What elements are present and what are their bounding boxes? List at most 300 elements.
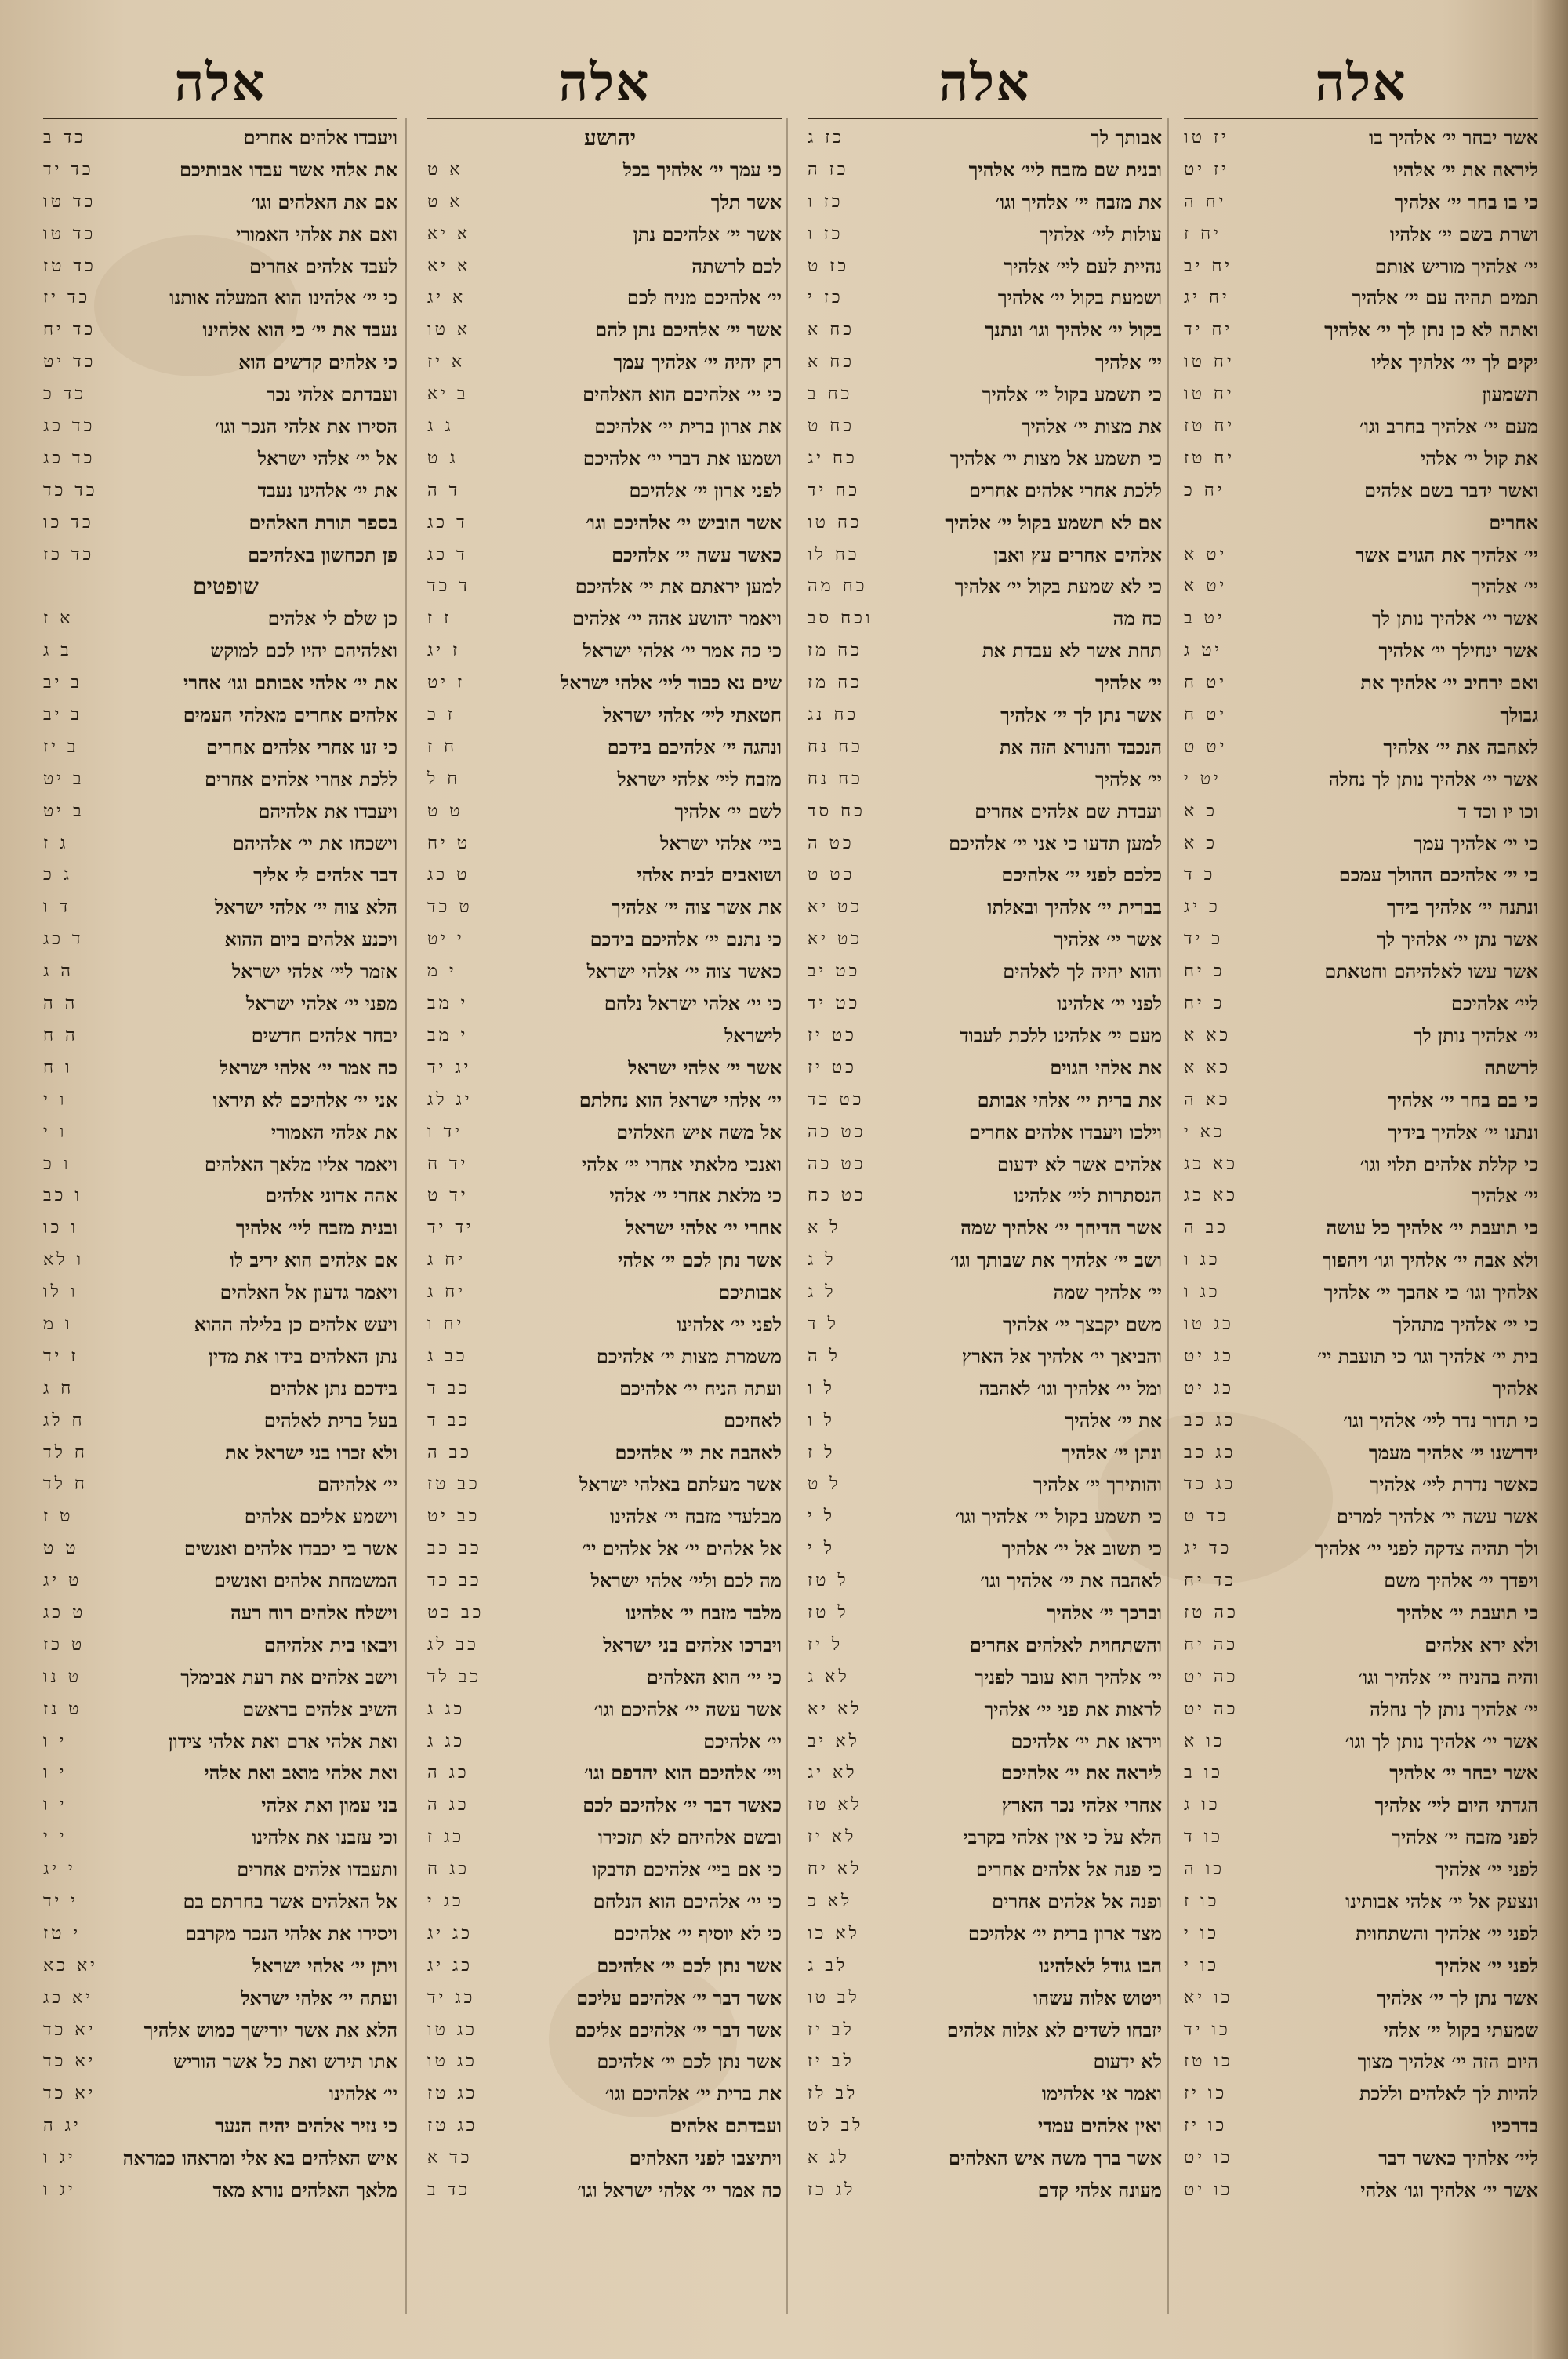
verse-reference: כו ב xyxy=(1184,1763,1223,1783)
concordance-entry xyxy=(43,251,397,283)
verse-reference: יג ו xyxy=(43,2148,76,2168)
verse-reference: ט כג xyxy=(427,865,470,885)
concordance-entry xyxy=(43,1373,397,1405)
verse-reference: יד ח xyxy=(427,1154,469,1174)
entry-text: ואת אלהי מואב ואת אלהי xyxy=(204,1761,397,1785)
entry-text: בית יי׳ אלהיך וגו׳ כי תועבת יי׳ xyxy=(1317,1344,1538,1368)
concordance-entry xyxy=(808,507,1162,540)
entry-text: כלכם לפני יי׳ אלהיכם xyxy=(1001,863,1162,887)
concordance-entry xyxy=(43,2175,397,2207)
entry-text: וישב אלהים את רעת אבימלך xyxy=(180,1665,397,1688)
verse-reference: ט ז xyxy=(43,1507,74,1527)
concordance-entry xyxy=(43,860,397,892)
entry-text: אשר יי׳ אלהיך נותן לך נחלה xyxy=(1328,767,1538,791)
verse-reference: כב טז xyxy=(427,1474,481,1495)
verse-reference: ל ג xyxy=(808,1250,837,1270)
entry-text: יי׳ אלהיך שמה xyxy=(1053,1281,1162,1304)
concordance-entry xyxy=(1184,1565,1538,1598)
entry-text: יי׳ אלהיך xyxy=(1094,767,1162,791)
concordance-entry xyxy=(1184,1533,1538,1565)
entry-text: ליראה את יי׳ אלהיו xyxy=(1393,158,1538,181)
verse-reference: י יד xyxy=(43,1891,79,1911)
verse-reference: יח כ xyxy=(1184,480,1225,500)
concordance-entry xyxy=(1184,1598,1538,1630)
concordance-entry xyxy=(43,956,397,988)
verse-reference: ו מ xyxy=(43,1314,73,1334)
entry-text: הסירו את אלהי הנכר וגו׳ xyxy=(215,415,397,438)
entry-text: ועבדתם אלהי נכר xyxy=(266,383,397,406)
entry-text: ויאמר גדעון אל האלהים xyxy=(220,1281,397,1304)
concordance-entry xyxy=(43,1918,397,1950)
concordance-entry xyxy=(427,860,782,892)
verse-reference: ג ט xyxy=(427,448,459,468)
verse-reference: לא ג xyxy=(808,1667,850,1687)
concordance-entry xyxy=(808,732,1162,764)
concordance-entry xyxy=(43,2078,397,2110)
entry-text: כאשר נדרת ליי׳ אלהיך xyxy=(1370,1473,1538,1496)
entry-text: אשר נתן לכם יי׳ אלהיכם xyxy=(597,1954,782,1977)
verse-reference: כג יג xyxy=(427,1955,474,1976)
verse-reference: כג כד xyxy=(1184,1474,1236,1495)
verse-reference: כח ט xyxy=(808,416,855,437)
concordance-column-2 xyxy=(808,47,1162,2321)
entry-text: תמים תהיה עם יי׳ אלהיך xyxy=(1352,286,1538,310)
entry-text: כי בו בחר יי׳ אלהיך xyxy=(1394,190,1538,213)
entry-text: כאשר דבר יי׳ אלהיכם לכם xyxy=(583,1794,782,1817)
verse-reference: כו י xyxy=(1184,1923,1220,1943)
verse-reference: י ו xyxy=(43,1731,67,1751)
concordance-entry xyxy=(43,892,397,924)
concordance-entry xyxy=(427,667,782,700)
entry-text: ויברכו אלהים בני ישראל xyxy=(603,1633,782,1656)
entry-text: כי יי׳ אלהיך עמך xyxy=(1413,831,1538,855)
entry-text: אל האלהים אשר בחרתם בם xyxy=(183,1889,397,1913)
concordance-entry xyxy=(43,1630,397,1662)
entry-text: הלא על כי אין אלהי בקרבי xyxy=(963,1826,1162,1849)
entry-text: את יי׳ אלהיך xyxy=(1065,1408,1162,1432)
concordance-entry xyxy=(427,1726,782,1758)
verse-reference: כו יז xyxy=(1184,2084,1228,2104)
verse-reference: ט ט xyxy=(427,801,463,821)
concordance-entry xyxy=(808,603,1162,635)
entry-text: את קול יי׳ אלהי xyxy=(1420,446,1538,470)
entry-text: אשר תלך xyxy=(710,190,782,213)
entry-text: המשמחת אלהים ואנשים xyxy=(213,1569,397,1593)
concordance-entry xyxy=(1184,1757,1538,1790)
verse-reference: יא כג xyxy=(43,1987,93,2008)
verse-reference: ל ז xyxy=(808,1442,836,1463)
concordance-entry xyxy=(43,828,397,860)
concordance-entry xyxy=(808,411,1162,443)
verse-reference: יח ז xyxy=(1184,224,1221,244)
verse-reference: לב יז xyxy=(808,2019,855,2040)
entry-text: אזמר ליי׳ אלהי ישראל xyxy=(232,960,397,983)
concordance-entry xyxy=(808,1309,1162,1341)
concordance-entry xyxy=(808,1918,1162,1950)
entry-text: כי אלהים קדשים הוא xyxy=(238,351,397,374)
verse-reference: יח ו xyxy=(427,1314,465,1334)
verse-reference: ה ה xyxy=(43,994,78,1014)
verse-reference: ז יט xyxy=(427,673,466,693)
concordance-entry xyxy=(427,700,782,732)
entry-text: כי תשמע אל מצות יי׳ אלהיך xyxy=(949,446,1162,470)
entry-text: ביי׳ אלהי ישראל xyxy=(660,831,782,855)
verse-reference: יט ח xyxy=(1184,705,1228,725)
concordance-entry xyxy=(427,1212,782,1245)
verse-reference: יט ט xyxy=(1184,736,1228,757)
entry-text: כה אמר יי׳ אלהי ישראל וגו׳ xyxy=(576,2179,782,2201)
concordance-entry xyxy=(43,1950,397,1983)
verse-reference: כו יז xyxy=(1184,2116,1228,2136)
entry-text: אשר ינחילך יי׳ אלהיך xyxy=(1378,639,1538,663)
concordance-entry xyxy=(808,1501,1162,1533)
entry-text: לכם לרשתה xyxy=(691,254,782,278)
entry-text: וישכחו את יי׳ אלהיהם xyxy=(232,831,397,855)
verse-reference: א ז xyxy=(43,609,74,629)
concordance-entry xyxy=(427,1662,782,1694)
entry-text: נעבד את יי׳ כי הוא אלהינו xyxy=(202,318,397,342)
concordance-entry xyxy=(808,187,1162,219)
verse-reference: כב לד xyxy=(427,1667,482,1687)
entry-text: וכו יו וכד ד xyxy=(1457,799,1538,823)
verse-reference: כז ה xyxy=(808,159,849,180)
concordance-entry xyxy=(808,2046,1162,2078)
entry-text: בברית יי׳ אלהיך ובאלתו xyxy=(987,896,1162,919)
entry-text: לפני יי׳ אלהיך xyxy=(1435,1954,1538,1977)
concordance-entry xyxy=(808,828,1162,860)
entry-text: אשר נתן לך יי׳ אלהיך xyxy=(1377,1986,1538,2009)
concordance-entry xyxy=(427,1373,782,1405)
verse-reference: כט יז xyxy=(808,1057,857,1078)
entry-text: אשר עשו לאלהיהם וחטאתם xyxy=(1324,960,1538,983)
entry-text: והביאך יי׳ אלהיך אל הארץ xyxy=(961,1344,1162,1368)
verse-reference: כו א xyxy=(1184,1731,1225,1751)
entry-text: כי נתנם יי׳ אלהיכם בידכם xyxy=(590,928,782,951)
verse-reference: יא כד xyxy=(43,2084,96,2104)
verse-reference: לא כו xyxy=(808,1923,860,1943)
column-body xyxy=(808,118,1162,2207)
entry-text: הנכבד והנורא הזה את xyxy=(1000,735,1162,758)
verse-reference: ו י xyxy=(43,1121,67,1142)
entry-text: תחת אשר לא עבדת את xyxy=(982,639,1162,663)
concordance-entry xyxy=(1184,2175,1538,2207)
verse-reference: כד יח xyxy=(1184,1571,1237,1591)
verse-reference: י י xyxy=(43,1827,67,1848)
entry-text: גבולך xyxy=(1500,703,1538,727)
entry-text: את ברית יי׳ אלהי אבותם xyxy=(977,1088,1162,1111)
verse-reference: יז טו xyxy=(1184,128,1229,147)
entry-text: ותעבדו אלהים אחרים xyxy=(237,1858,397,1881)
entry-text: איש האלהים בא אלי ומראהו כמראה xyxy=(122,2146,397,2170)
concordance-entry xyxy=(1184,1405,1538,1438)
entry-text: את אלהי אשר עבדו אבותיכם xyxy=(180,158,397,181)
entry-text: אשר מעלתם באלהי ישראל xyxy=(579,1473,782,1496)
concordance-entry xyxy=(808,1212,1162,1245)
entry-text: הנסתרות ליי׳ אלהינו xyxy=(1013,1184,1162,1208)
entry-text: את אלהי האמורי xyxy=(270,1120,397,1143)
concordance-entry xyxy=(808,1886,1162,1918)
concordance-entry xyxy=(427,2015,782,2047)
verse-reference: יג יד xyxy=(427,1057,472,1078)
entry-text: חטאתי ליי׳ אלהי ישראל xyxy=(603,703,782,727)
entry-text: כי כה אמר יי׳ אלהי ישראל xyxy=(583,639,782,663)
entry-text: אשר יבחר יי׳ אלהיך בו xyxy=(1369,126,1538,149)
entry-text: ויאמר אליו מלאך האלהים xyxy=(204,1152,397,1176)
verse-reference: ל יז xyxy=(808,1634,844,1655)
entry-text: יי׳ אלהיכם מניח לכם xyxy=(626,286,782,310)
verse-reference: כח נג xyxy=(808,705,859,725)
entry-text: ונצעק אל יי׳ אלהי אבותינו xyxy=(1345,1889,1538,1913)
concordance-entry xyxy=(808,1341,1162,1373)
verse-reference: לא כ xyxy=(808,1891,853,1911)
concordance-entry xyxy=(1184,187,1538,219)
verse-reference: א טו xyxy=(427,320,471,340)
concordance-entry xyxy=(1184,314,1538,347)
verse-reference: לג כז xyxy=(808,2180,856,2200)
verse-reference: א ט xyxy=(427,159,463,180)
entry-text: מלבד מזבח יי׳ אלהינו xyxy=(625,1601,782,1624)
verse-reference: כג יט xyxy=(1184,1346,1235,1366)
entry-text: ואשר ידבר בשם אלהים xyxy=(1364,478,1538,502)
entry-text: ושואבים לבית אלהי xyxy=(637,863,782,887)
entry-text: אשר נתן לכם יי׳ אלהיכם xyxy=(597,2050,782,2074)
concordance-entry xyxy=(43,2046,397,2078)
verse-reference xyxy=(43,571,54,603)
verse-reference: ל א xyxy=(808,1218,841,1238)
entry-text: שים נא כבוד ליי׳ אלהי ישראל xyxy=(560,671,782,695)
verse-reference: ב יב xyxy=(43,673,82,693)
verse-reference: א יא xyxy=(427,256,471,276)
entry-text: כי יי׳ אלהינו הוא המעלה אותנו xyxy=(169,286,397,310)
entry-text: אהה אדוני אלהים xyxy=(265,1184,397,1208)
entry-text: כן שלם לי אלהים xyxy=(267,607,397,631)
concordance-entry xyxy=(43,475,397,507)
concordance-entry xyxy=(427,1886,782,1918)
entry-text: ושרת בשם יי׳ אלהיו xyxy=(1389,222,1538,245)
concordance-entry xyxy=(808,314,1162,347)
concordance-entry xyxy=(427,1501,782,1533)
verse-reference: ד ה xyxy=(427,480,461,500)
verse-reference: ב יא xyxy=(427,384,469,405)
entry-text: וכי עזבנו את אלהינו xyxy=(252,1826,397,1849)
concordance-entry xyxy=(1184,603,1538,635)
entry-text: והשתחוית לאלהים אחרים xyxy=(969,1633,1162,1656)
entry-text: ויבאו בית אלהיהם xyxy=(263,1633,397,1656)
concordance-entry xyxy=(427,2046,782,2078)
verse-reference: כד טו xyxy=(43,224,96,244)
verse-reference: כז ט xyxy=(808,256,850,276)
concordance-entry xyxy=(43,1052,397,1085)
verse-reference: לב לז xyxy=(808,2084,858,2104)
entry-text: הלא את אשר יורישך כמוש אלהיך xyxy=(143,2018,397,2041)
verse-reference: יא כד xyxy=(43,2019,96,2040)
entry-text: אשר דבר יי׳ אלהיכם עליכם xyxy=(576,1986,782,2009)
concordance-entry xyxy=(1184,540,1538,572)
concordance-entry xyxy=(427,475,782,507)
concordance-entry xyxy=(43,1726,397,1758)
concordance-entry xyxy=(43,219,397,251)
concordance-entry xyxy=(427,764,782,796)
concordance-entry xyxy=(43,1341,397,1373)
verse-reference: כז ג xyxy=(808,128,845,147)
entry-text: כי תשמע בקול יי׳ אלהיך וגו׳ xyxy=(955,1505,1162,1528)
concordance-entry xyxy=(1184,1950,1538,1983)
entry-text: אשר יי׳ אלהיך נותן לך xyxy=(1372,607,1538,631)
verse-reference: יח ה xyxy=(1184,191,1227,212)
verse-reference: ל ה xyxy=(808,1346,840,1366)
concordance-entry xyxy=(427,1533,782,1565)
verse-reference: י מב xyxy=(427,994,469,1014)
concordance-entry xyxy=(427,571,782,603)
entry-text: ועבדתם אלהים xyxy=(670,2114,782,2138)
concordance-entry xyxy=(43,1757,397,1790)
entry-text: ונהגה יי׳ אלהיכם בידכם xyxy=(607,735,782,758)
entry-text: כי פנה אל אלהים אחרים xyxy=(975,1858,1162,1881)
concordance-entry xyxy=(427,1757,782,1790)
entry-text: אשר יי׳ אלהיכם נתן xyxy=(633,222,782,245)
entry-text: לפני ארון יי׳ אלהיכם xyxy=(629,478,782,502)
verse-reference: כח יד xyxy=(808,480,861,500)
verse-reference: י יג xyxy=(43,1859,76,1880)
concordance-entry xyxy=(1184,796,1538,828)
entry-text: ולך תהיה צדקה לפני יי׳ אלהיך xyxy=(1314,1537,1538,1561)
concordance-entry xyxy=(808,1180,1162,1212)
verse-reference: לב טו xyxy=(808,1987,860,2008)
entry-text: ובשם אלהיהם לא תזכירו xyxy=(597,1826,782,1849)
concordance-entry xyxy=(808,347,1162,379)
entry-text: אני יי׳ אלהיכם לא תיראו xyxy=(212,1088,397,1111)
verse-reference: כח טו xyxy=(808,512,862,533)
entry-text: אם לא תשמע בקול יי׳ אלהיך xyxy=(945,511,1162,534)
entry-text: שופטים xyxy=(193,573,259,600)
entry-text: יי׳ אלהי ישראל הוא נחלתם xyxy=(579,1088,782,1111)
verse-reference: יג ו xyxy=(43,2180,76,2200)
concordance-entry xyxy=(1184,1469,1538,1501)
entry-text: אלהים אשר לא ידעום xyxy=(996,1152,1162,1176)
verse-reference: ב ג xyxy=(43,641,72,661)
entry-text: והותירך יי׳ אלהיך xyxy=(1033,1473,1162,1496)
verse-reference: כט יז xyxy=(808,1025,857,1045)
verse-reference: ח ל xyxy=(427,769,461,789)
verse-reference: כט כד xyxy=(808,1089,865,1110)
verse-reference: יד יד xyxy=(427,1218,474,1238)
concordance-entry xyxy=(808,700,1162,732)
column-heading: אלה xyxy=(558,52,651,113)
entry-text: כי יי׳ אלהיכם ההולך עמכם xyxy=(1338,863,1538,887)
entry-text: כי עמך יי׳ אלהיך בכל xyxy=(622,158,782,181)
entry-text: למען תדעו כי אני יי׳ אלהיכם xyxy=(949,831,1162,855)
verse-reference: ז יד xyxy=(43,1346,79,1366)
verse-reference: כב ה xyxy=(1184,1218,1229,1238)
verse-reference: כד כ xyxy=(43,384,87,405)
concordance-entry xyxy=(1184,2110,1538,2143)
verse-reference: כג טו xyxy=(1184,1314,1234,1334)
verse-reference: כט כח xyxy=(808,1186,866,1206)
concordance-entry xyxy=(808,2175,1162,2207)
verse-reference: כח נח xyxy=(808,769,863,789)
entry-text: לאהבה את יי׳ אלהיכם xyxy=(615,1441,782,1464)
verse-reference: כג ו xyxy=(1184,1282,1221,1303)
entry-text: יי׳ אלהיך מוריש אותם xyxy=(1374,254,1538,278)
concordance-entry xyxy=(1184,764,1538,796)
verse-reference: ח ז xyxy=(427,736,458,757)
concordance-entry xyxy=(427,1405,782,1438)
concordance-entry xyxy=(43,1501,397,1533)
entry-text: אבותך לך xyxy=(1091,126,1162,149)
verse-reference: כט יד xyxy=(808,994,861,1014)
verse-reference: כד כד xyxy=(43,480,98,500)
verse-reference: כב ד xyxy=(427,1378,470,1398)
entry-text: את מצות יי׳ אלהיך xyxy=(1021,415,1162,438)
verse-reference: ד כג xyxy=(427,512,468,533)
entry-text: ויי׳ אלהיכם הוא יהדפם וגו׳ xyxy=(584,1761,782,1785)
verse-reference: כא י xyxy=(1184,1121,1225,1142)
verse-reference: א יא xyxy=(427,224,471,244)
entry-text: ויאמר יהושע אהה יי׳ אלהים xyxy=(572,607,782,631)
concordance-entry xyxy=(808,1662,1162,1694)
concordance-entry xyxy=(43,282,397,314)
concordance-entry xyxy=(808,988,1162,1020)
verse-reference: יט ג xyxy=(1184,641,1223,661)
verse-reference: כג כב xyxy=(1184,1442,1236,1463)
verse-reference: ו י xyxy=(43,1089,67,1110)
concordance-entry xyxy=(808,1533,1162,1565)
column-heading: אלה xyxy=(1315,52,1407,113)
verse-reference: ט כג xyxy=(43,1602,86,1623)
concordance-entry xyxy=(427,1020,782,1052)
concordance-entry xyxy=(427,1085,782,1117)
concordance-entry xyxy=(808,2110,1162,2143)
verse-reference: כח נח xyxy=(808,736,863,757)
concordance-entry xyxy=(43,1854,397,1886)
entry-text: וישמע אליכם אלהים xyxy=(244,1505,397,1528)
entry-text: בספר תורת האלהים xyxy=(249,511,397,534)
verse-reference: כח א xyxy=(808,320,855,340)
verse-reference: יא כא xyxy=(43,1955,98,1976)
entry-text: ידרשנו יי׳ אלהיך מעמך xyxy=(1368,1441,1538,1464)
entry-text: אשר יי׳ אלהיכם נתן להם xyxy=(595,318,782,342)
concordance-entry xyxy=(1184,1726,1538,1758)
entry-text: כי יי׳ אלהיכם הוא הנלחם xyxy=(593,1889,782,1913)
concordance-entry xyxy=(43,988,397,1020)
entry-text: אשר יי׳ אלהיך xyxy=(1054,928,1162,951)
verse-reference: כד יג xyxy=(1184,1539,1232,1559)
entry-text: ויתן יי׳ אלהי ישראל xyxy=(252,1954,397,1977)
concordance-entry xyxy=(1184,1822,1538,1854)
concordance-entry xyxy=(1184,1501,1538,1533)
concordance-entry xyxy=(1184,1245,1538,1277)
column-divider xyxy=(1167,118,1169,2314)
entry-text: נתן האלהים בידו את מדין xyxy=(208,1344,397,1368)
concordance-entry xyxy=(43,1149,397,1181)
concordance-entry xyxy=(1184,154,1538,187)
verse-reference: כג כב xyxy=(1184,1410,1236,1430)
entry-text: אשר עשה יי׳ אלהיכם וגו׳ xyxy=(593,1697,782,1721)
entry-text: יבחר אלהים חדשים xyxy=(251,1023,397,1047)
entry-text: אלהים אחרים עץ ואבן xyxy=(993,543,1162,566)
concordance-entry xyxy=(43,187,397,219)
entry-text: וישלח אלהים רוח רעה xyxy=(230,1601,397,1624)
verse-reference: ז כ xyxy=(427,705,456,725)
entry-text: מלאך האלהים נורא מאד xyxy=(212,2179,397,2201)
verse-reference: י מב xyxy=(427,1025,469,1045)
entry-text: את יי׳ אלהי אבותם וגו׳ אחרי xyxy=(183,671,397,695)
entry-text: ונתנו יי׳ אלהיך בידיך xyxy=(1388,1120,1538,1143)
concordance-entry xyxy=(427,1438,782,1470)
entry-text: ומל יי׳ אלהיך וגו׳ לאהבה xyxy=(978,1376,1162,1400)
verse-reference: ל י xyxy=(808,1539,836,1559)
entry-text: רק יהיה יי׳ אלהיך עמך xyxy=(613,351,782,374)
